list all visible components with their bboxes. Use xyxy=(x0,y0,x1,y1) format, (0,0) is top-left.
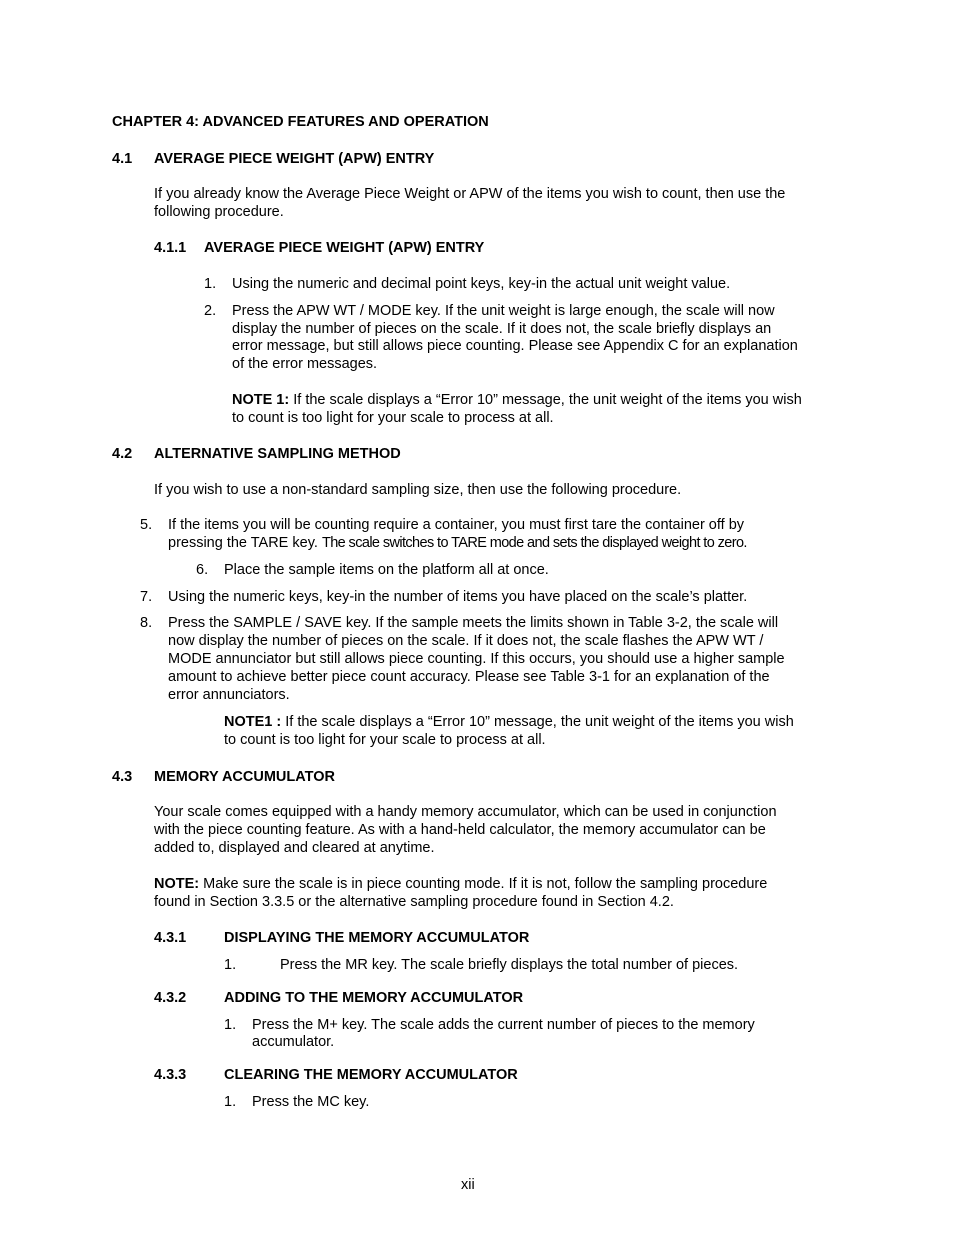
section-4-3-3-number: 4.3.3 xyxy=(154,1067,187,1083)
section-4-1-intro-line: following procedure. xyxy=(154,204,284,220)
section-4-2-intro: If you wish to use a non-standard sampling size, then use the following procedure. xyxy=(154,482,682,498)
step-text: now display the number of pieces on the scale. If it does not, the scale flashes the APW WT / xyxy=(168,633,764,649)
section-4-3-2-number: 4.3.2 xyxy=(154,990,187,1006)
note-text: If the scale displays a “Error 10” message, the unit weight of the items you wish xyxy=(281,714,794,730)
section-4-3-intro-line: with the piece counting feature. As with a hand-held calculator, the memory accumulator can be xyxy=(154,822,766,838)
section-4-3-number: 4.3 xyxy=(112,769,133,785)
note-line xyxy=(232,391,802,409)
step-number: 1. xyxy=(224,957,237,973)
step-number: 1. xyxy=(224,1094,237,1110)
step-number: 1. xyxy=(204,276,217,292)
step-text-condensed: The scale switches to TARE mode and sets the displayed weight to zero. xyxy=(321,535,747,551)
step-text: error message, but still allows piece counting. Please see Appendix C for an explanation xyxy=(232,338,798,354)
section-4-1-1-number: 4.1.1 xyxy=(154,240,187,256)
section-4-1-number: 4.1 xyxy=(112,151,133,167)
section-4-1-title: AVERAGE PIECE WEIGHT (APW) ENTRY xyxy=(154,151,435,167)
section-4-3-title: MEMORY ACCUMULATOR xyxy=(154,769,335,785)
step-text: MODE annunciator but still allows piece counting. If this occurs, you should use a higher sample xyxy=(168,651,785,667)
note-text: found in Section 3.3.5 or the alternative sampling procedure found in Section 4.2. xyxy=(154,894,674,910)
step-text: Press the M+ key. The scale adds the current number of pieces to the memory xyxy=(252,1017,755,1033)
section-4-3-intro-line: Your scale comes equipped with a handy memory accumulator, which can be used in conjunction xyxy=(154,804,777,820)
step-text: Press the APW WT / MODE key. If the unit weight is large enough, the scale will now xyxy=(232,303,775,319)
section-4-3-3-title: CLEARING THE MEMORY ACCUMULATOR xyxy=(224,1067,518,1083)
section-4-3-1-title: DISPLAYING THE MEMORY ACCUMULATOR xyxy=(224,930,530,946)
note-text: If the scale displays a “Error 10” message, the unit weight of the items you wish xyxy=(289,392,802,408)
note-text: to count is too light for your scale to process at all. xyxy=(232,410,554,426)
section-4-1-intro-line: If you already know the Average Piece Weight or APW of the items you wish to count, then use the xyxy=(154,186,786,202)
step-text: error annunciators. xyxy=(168,687,290,703)
note-text: to count is too light for your scale to process at all. xyxy=(224,732,546,748)
step-text: display the number of pieces on the scale. If it does not, the scale briefly displays an xyxy=(232,321,772,337)
step-text: Press the MC key. xyxy=(252,1094,370,1110)
section-4-3-1-number: 4.3.1 xyxy=(154,930,187,946)
step-text: accumulator. xyxy=(252,1034,335,1050)
step-text: Press the MR key. The scale briefly displays the total number of pieces. xyxy=(280,957,739,973)
step-text: Using the numeric keys, key-in the number of items you have placed on the scale’s platter. xyxy=(168,589,748,605)
step-text: amount to achieve better piece count accuracy. Please see Table 3-1 for an explanation of the xyxy=(168,669,770,685)
section-4-2-title: ALTERNATIVE SAMPLING METHOD xyxy=(154,446,401,462)
chapter-title: CHAPTER 4: ADVANCED FEATURES AND OPERATION xyxy=(112,114,489,130)
step-number: 7. xyxy=(140,589,153,605)
section-4-3-intro-line: added to, displayed and cleared at anytime. xyxy=(154,840,435,856)
step-text: Using the numeric and decimal point keys, key-in the actual unit weight value. xyxy=(232,276,731,292)
step-number: 6. xyxy=(196,562,209,578)
note-label: NOTE1 : xyxy=(224,714,282,730)
section-4-3-2-title: ADDING TO THE MEMORY ACCUMULATOR xyxy=(224,990,524,1006)
step-text: Place the sample items on the platform all at once. xyxy=(224,562,549,578)
step-text: of the error messages. xyxy=(232,356,378,372)
note-label: NOTE 1: xyxy=(232,392,290,408)
section-4-2-number: 4.2 xyxy=(112,446,133,462)
step-text-line xyxy=(168,534,747,552)
step-number: 5. xyxy=(140,517,153,533)
note-line xyxy=(224,713,794,731)
note-line xyxy=(154,875,767,893)
step-text: If the items you will be counting require a container, you must first tare the container off by xyxy=(168,517,745,533)
page-number: xii xyxy=(461,1177,475,1193)
note-label: NOTE: xyxy=(154,876,200,892)
step-number: 8. xyxy=(140,615,153,631)
step-number: 2. xyxy=(204,303,217,319)
section-4-1-1-title: AVERAGE PIECE WEIGHT (APW) ENTRY xyxy=(204,240,485,256)
note-text: Make sure the scale is in piece counting mode. If it is not, follow the sampling procedure xyxy=(199,876,768,892)
step-text: pressing the TARE key. xyxy=(168,535,322,551)
step-number: 1. xyxy=(224,1017,237,1033)
step-text: Press the SAMPLE / SAVE key. If the sample meets the limits shown in Table 3-2, the scale will xyxy=(168,615,779,631)
